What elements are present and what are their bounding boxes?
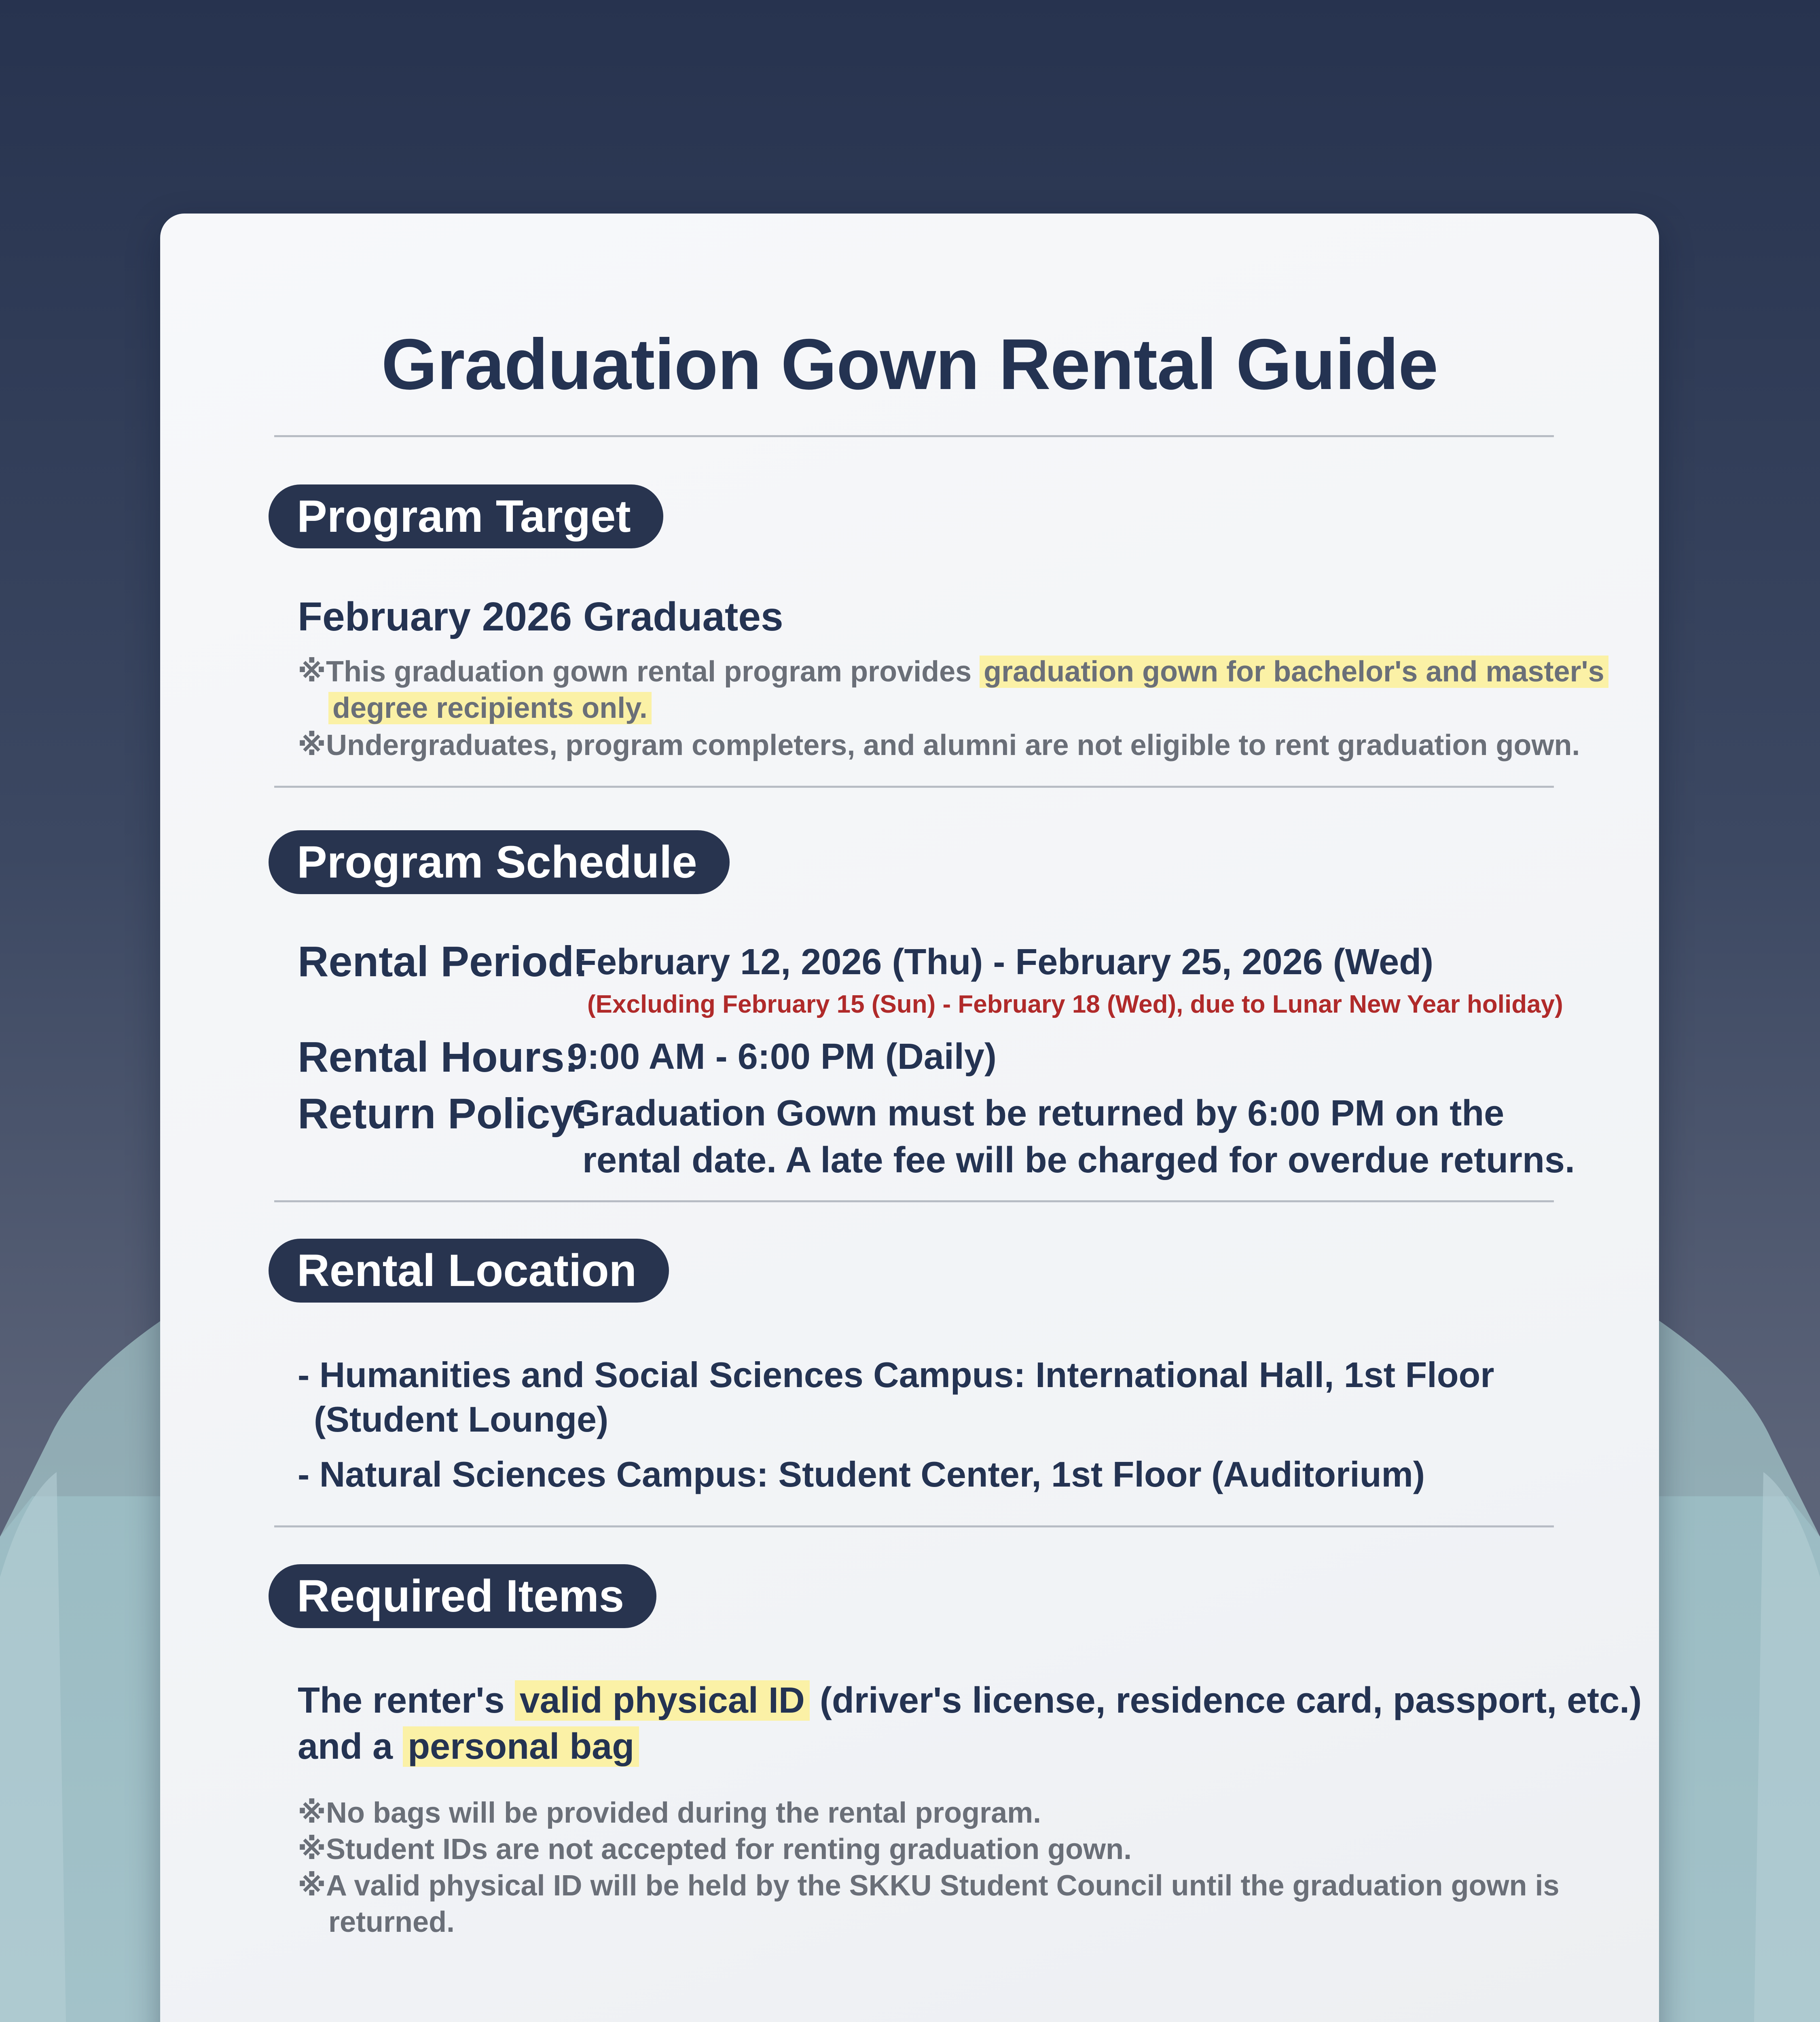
target-heading: February 2026 Graduates (298, 594, 783, 639)
required-note-2 (298, 1831, 1132, 1868)
note-mark-icon: ※ (298, 1870, 326, 1902)
return-policy-value-2: rental date. A late fee will be charged for overdue returns. (582, 1140, 1575, 1180)
target-note-2-text: Undergraduates, program completers, and alumni are not eligible to rent graduation gown. (326, 729, 1580, 761)
location-item-1-cont: (Student Lounge) (314, 1399, 609, 1439)
target-note-2 (298, 727, 1580, 764)
section-label-program-schedule: Program Schedule (269, 830, 730, 894)
rental-hours-value: 9:00 AM - 6:00 PM (Daily) (567, 1036, 997, 1077)
location-item-2: - Natural Sciences Campus: Student Center, 1st Floor (Auditorium) (298, 1454, 1425, 1494)
page-title: Graduation Gown Rental Guide (381, 324, 1438, 404)
section-label-program-target: Program Target (269, 484, 663, 548)
required-note-1 (298, 1795, 1041, 1831)
required-note-3-text: A valid physical ID will be held by the SKKU Student Council until the graduation gown is (326, 1870, 1560, 1902)
return-policy-label: Return Policy: (298, 1090, 588, 1138)
note-mark-icon: ※ (298, 1797, 326, 1829)
required-main-text-2: (driver's license, residence card, passport, etc.) (809, 1680, 1642, 1721)
target-note-1-cont (298, 690, 652, 726)
required-main-line-2 (298, 1724, 639, 1770)
divider (274, 786, 1554, 788)
required-note-3-cont (298, 1904, 455, 1940)
required-note-3-text-cont: returned. (328, 1906, 455, 1938)
required-main-text-3: and a (298, 1726, 403, 1767)
required-main-text: The renter's (298, 1680, 515, 1721)
required-highlight-id: valid physical ID (515, 1680, 810, 1721)
required-main-line-1 (298, 1677, 1642, 1724)
section-label-required-items: Required Items (269, 1564, 656, 1628)
target-note-1-highlight-cont: degree recipients only. (328, 692, 652, 724)
divider (274, 435, 1554, 437)
guide-card (160, 214, 1659, 2022)
rental-period-note: (Excluding February 15 (Sun) - February 18 (Wed), due to Lunar New Year holiday) (587, 990, 1563, 1018)
return-policy-value-1: Graduation Gown must be returned by 6:00 PM on the (572, 1093, 1505, 1134)
rental-hours-label: Rental Hours: (298, 1033, 579, 1081)
required-highlight-bag: personal bag (403, 1726, 639, 1767)
divider (274, 1525, 1554, 1527)
divider (274, 1200, 1554, 1202)
required-note-1-text: No bags will be provided during the rental program. (326, 1797, 1041, 1829)
note-mark-icon: ※ (298, 729, 326, 761)
section-label-rental-location: Rental Location (269, 1239, 669, 1303)
location-item-1: - Humanities and Social Sciences Campus: International Hall, 1st Floor (298, 1355, 1494, 1395)
target-note-1-highlight: graduation gown for bachelor's and master's (980, 656, 1608, 688)
target-note-1 (298, 654, 1608, 690)
note-mark-icon: ※ (298, 1833, 326, 1865)
required-note-2-text: Student IDs are not accepted for renting graduation gown. (326, 1833, 1132, 1865)
target-note-1-text: This graduation gown rental program provides (326, 656, 980, 688)
rental-period-label: Rental Period: (298, 938, 588, 986)
required-note-3 (298, 1868, 1560, 1904)
note-mark-icon: ※ (298, 656, 326, 688)
rental-period-value: February 12, 2026 (Thu) - February 25, 2026 (Wed) (574, 942, 1434, 982)
